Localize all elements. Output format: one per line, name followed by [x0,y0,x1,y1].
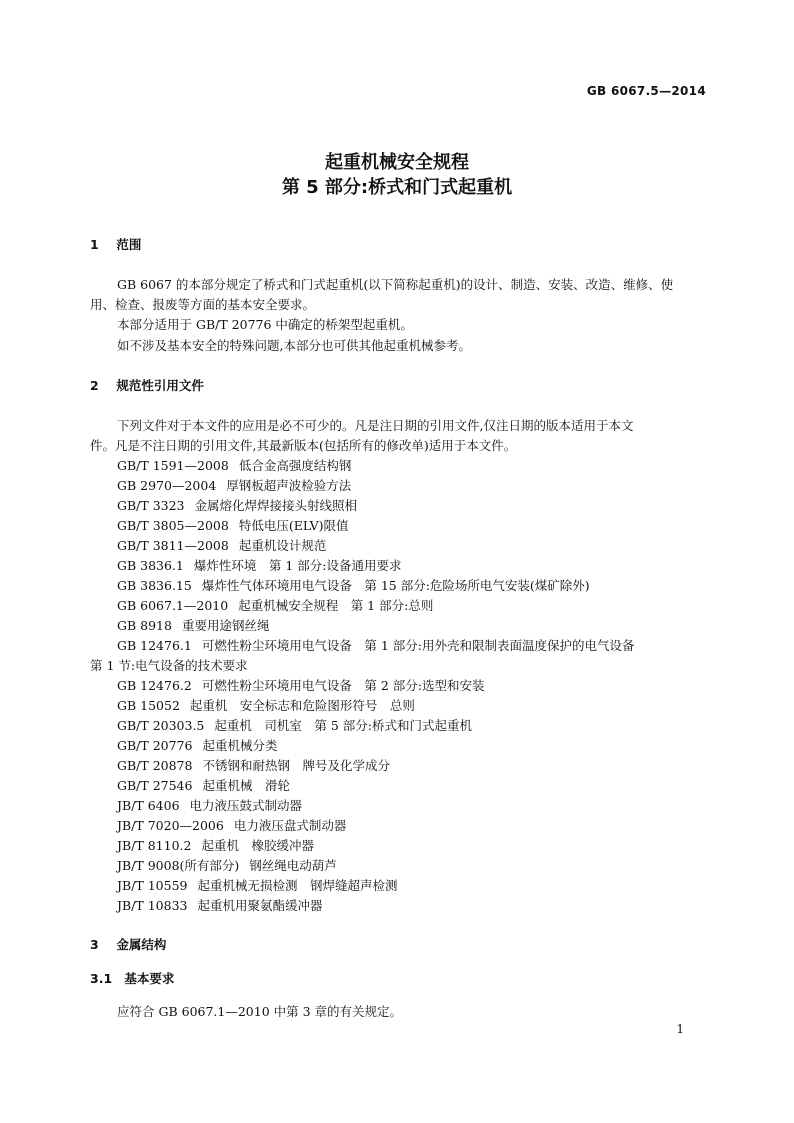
reference-code: GB 3836.1 [117,558,184,573]
reference-code: GB 8918 [117,618,172,633]
reference-title: 起重机械 滑轮 [202,778,290,793]
reference-code: GB 12476.1 [117,638,192,653]
reference-item [117,896,323,916]
reference-item [117,756,390,776]
reference-code: JB/T 10833 [117,898,188,913]
section-3-title: 金属结构 [116,937,167,952]
section-3-heading [90,936,166,954]
reference-code: GB/T 20303.5 [117,718,205,733]
reference-code: GB 6067.1—2010 [117,598,229,613]
reference-item [117,676,484,696]
section-3-number: 3 [90,937,99,952]
reference-code: GB/T 3811—2008 [117,538,229,553]
reference-title: 爆炸性气体环境用电气设备 第 15 部分:危险场所电气安装(煤矿除外) [201,578,590,593]
reference-code: GB/T 20878 [117,758,193,773]
section-1-para1-line1: GB 6067 的本部分规定了桥式和门式起重机(以下简称起重机)的设计、制造、安装、改造、维修、使 [117,277,674,292]
reference-code: GB/T 3323 [117,498,185,513]
reference-title: 起重机 橡胶缓冲器 [201,838,314,853]
reference-title: 起重机械分类 [202,738,278,753]
section-2-title: 规范性引用文件 [116,378,204,393]
reference-title: 爆炸性环境 第 1 部分:设备通用要求 [193,558,402,573]
reference-title: 重要用途钢丝绳 [181,618,270,633]
reference-title: 起重机用聚氨酯缓冲器 [197,898,323,913]
reference-item [117,576,590,596]
reference-item [117,456,351,476]
reference-code: JB/T 8110.2 [117,838,192,853]
reference-title: 可燃性粉尘环境用电气设备 第 2 部分:选型和安装 [201,678,485,693]
reference-item [117,696,415,716]
reference-code: JB/T 10559 [117,878,188,893]
reference-item [117,616,269,636]
section-2-heading [90,377,204,395]
reference-code: GB/T 20776 [117,738,193,753]
section-1-para3: 如不涉及基本安全的特殊问题,本部分也可供其他起重机械参考。 [117,338,471,353]
section-2-intro-line1: 下列文件对于本文件的应用是必不可少的。凡是注日期的引用文件,仅注日期的版本适用于本文 [117,418,634,433]
reference-item [117,596,433,616]
reference-title: 起重机械安全规程 第 1 部分:总则 [238,598,434,613]
document-title-line1: 起重机械安全规程 [325,152,469,173]
section-3-1-number: 3.1 [90,971,113,986]
reference-item [117,736,277,756]
reference-title: 起重机械无损检测 钢焊缝超声检测 [197,878,398,893]
section-1-number: 1 [90,237,99,252]
section-3-1-heading [90,970,174,988]
reference-code: GB 2970—2004 [117,478,217,493]
reference-title: 起重机 司机室 第 5 部分:桥式和门式起重机 [214,718,473,733]
reference-code: GB/T 3805—2008 [117,518,229,533]
document-title-line2: 第 5 部分:桥式和门式起重机 [281,177,513,198]
reference-item [117,496,357,516]
reference-code: JB/T 9008(所有部分) [117,858,240,873]
reference-item [117,856,337,876]
reference-item [117,876,398,896]
reference-item [117,636,634,656]
reference-item [117,796,302,816]
reference-code: GB 15052 [117,698,180,713]
reference-item [117,836,314,856]
reference-continuation: 第 1 节:电气设备的技术要求 [90,658,248,673]
reference-title: 厚钢板超声波检验方法 [226,478,352,493]
reference-item [117,516,349,536]
section-2-number: 2 [90,378,99,393]
reference-code: GB/T 27546 [117,778,193,793]
section-3-1-title: 基本要求 [124,971,175,986]
reference-title: 特低电压(ELV)限值 [238,518,349,533]
reference-code: GB 12476.2 [117,678,192,693]
section-1-para2: 本部分适用于 GB/T 20776 中确定的桥架型起重机。 [117,317,413,332]
standard-number: GB 6067.5—2014 [586,84,706,98]
reference-title: 钢丝绳电动葫芦 [249,858,337,873]
section-1-para1-line2: 用、检查、报废等方面的基本安全要求。 [90,297,316,312]
reference-title: 起重机设计规范 [238,538,327,553]
reference-code: JB/T 6406 [117,798,180,813]
reference-item [117,556,402,576]
section-2-intro-line2: 件。凡是不注日期的引用文件,其最新版本(包括所有的修改单)适用于本文件。 [90,438,517,453]
reference-code: GB 3836.15 [117,578,192,593]
reference-title: 起重机 安全标志和危险图形符号 总则 [189,698,415,713]
reference-item [117,536,326,556]
page-number: 1 [676,1022,684,1036]
section-1-heading [90,236,141,254]
reference-title: 可燃性粉尘环境用电气设备 第 1 部分:用外壳和限制表面温度保护的电气设备 [201,638,635,653]
reference-title: 低合金高强度结构钢 [238,458,352,473]
reference-item [117,476,351,496]
reference-item [117,776,290,796]
section-1-title: 范围 [116,237,142,252]
reference-code: GB/T 1591—2008 [117,458,229,473]
reference-title: 不锈钢和耐热钢 牌号及化学成分 [202,758,390,773]
reference-title: 电力液压鼓式制动器 [189,798,303,813]
reference-title: 电力液压盘式制动器 [233,818,347,833]
reference-item [117,716,472,736]
reference-code: JB/T 7020—2006 [117,818,224,833]
reference-item [117,816,346,836]
reference-title: 金属熔化焊焊接接头射线照相 [194,498,358,513]
section-3-1-text: 应符合 GB 6067.1—2010 中第 3 章的有关规定。 [117,1004,403,1019]
